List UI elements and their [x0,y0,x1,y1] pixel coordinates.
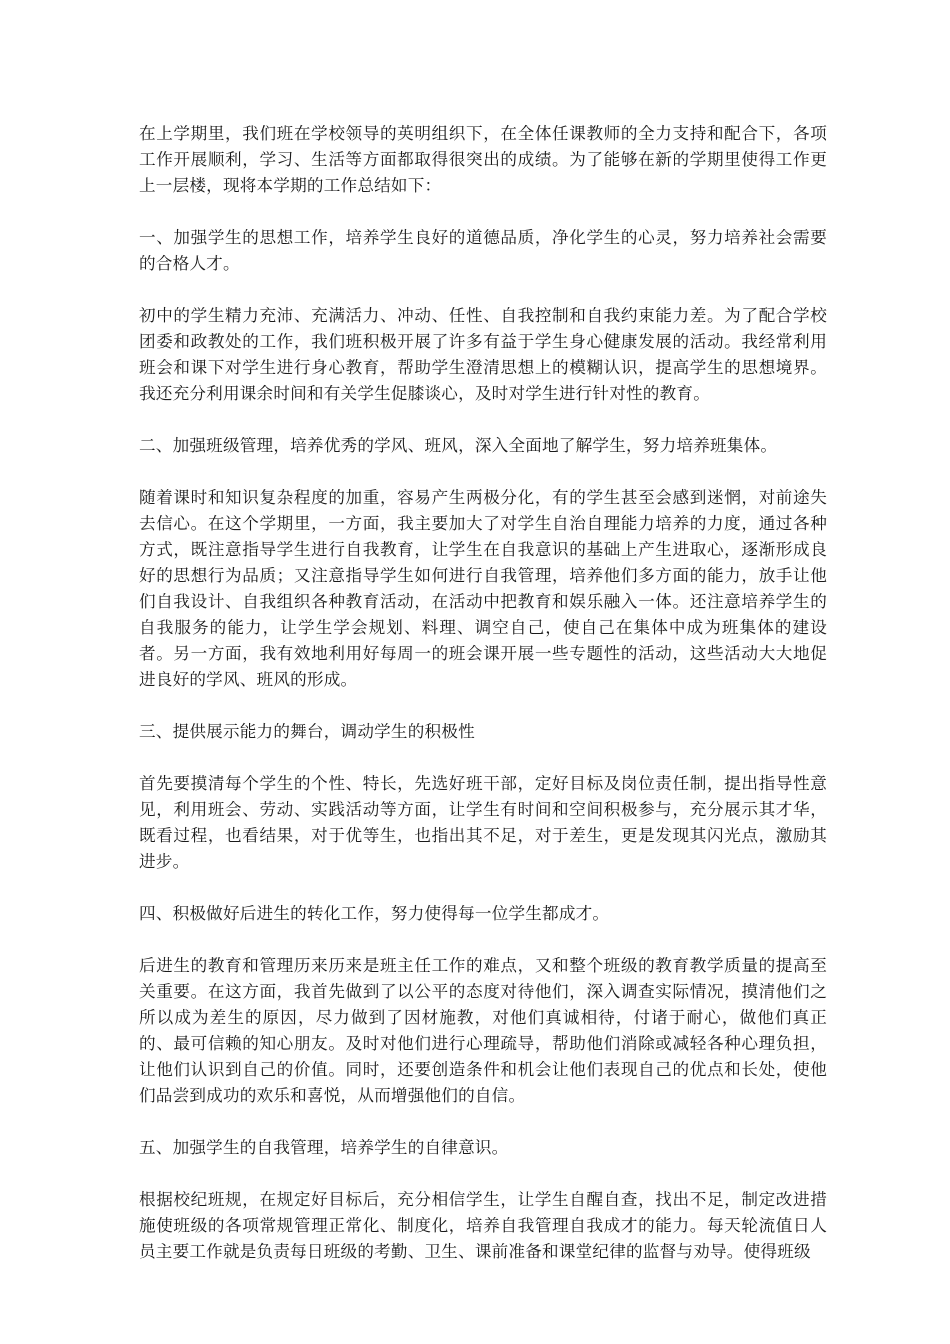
section-heading-3: 三、提供展示能力的舞台，调动学生的积极性 [139,722,475,741]
section-heading-2: 二、加强班级管理，培养优秀的学风、班风，深入全面地了解学生，努力培养班集体。 [139,436,778,455]
section-body-3: 首先要摸清每个学生的个性、特长，先选好班干部，定好目标及岗位责任制，提出指导性意见，利用班会、劳动、实践活动等方面，让学生有时间和空间积极参与，充分展示其才华，既看过程，也看结果，对于优等生，也指出其不足，对于差生，更是发现其闪光点，激励其进步。 [139,774,827,871]
document-page [139,121,827,1291]
section-heading-1: 一、加强学生的思想工作，培养学生良好的道德品质，净化学生的心灵，努力培养社会需要的合格人才。 [139,228,827,273]
section-heading-4: 四、积极做好后进生的转化工作，努力使得每一位学生都成才。 [139,904,610,923]
section-body-5: 根据校纪班规，在规定好目标后，充分相信学生，让学生自醒自查，找出不足，制定改进措施使班级的各项常规管理正常化、制度化，培养自我管理自我成才的能力。每天轮流值日人员主要工作就是负责每日班级的考勤、卫生、课前准备和课堂纪律的监督与劝导。使得班级 [139,1190,827,1261]
section-body-1: 初中的学生精力充沛、充满活力、冲动、任性、自我控制和自我约束能力差。为了配合学校团委和政教处的工作，我们班积极开展了许多有益于学生身心健康发展的活动。我经常利用班会和课下对学生进行身心教育，帮助学生澄清思想上的模糊认识，提高学生的思想境界。我还充分利用课余时间和有关学生促膝谈心，及时对学生进行针对性的教育。 [139,306,827,403]
intro-paragraph: 在上学期里，我们班在学校领导的英明组织下，在全体任课教师的全力支持和配合下，各项工作开展顺利，学习、生活等方面都取得很突出的成绩。为了能够在新的学期里使得工作更上一层楼，现将本学期的工作总结如下： [139,124,827,195]
section-body-4: 后进生的教育和管理历来历来是班主任工作的难点，又和整个班级的教育教学质量的提高至关重要。在这方面，我首先做到了以公平的态度对待他们，深入调查实际情况，摸清他们之所以成为差生的原因，尽力做到了因材施教，对他们真诚相待，付诸于耐心，做他们真正的、最可信赖的知心朋友。及时对他们进行心理疏导，帮助他们消除或减轻各种心理负担，让他们认识到自己的价值。同时，还要创造条件和机会让他们表现自己的优点和长处，使他们品尝到成功的欢乐和喜悦，从而增强他们的自信。 [139,956,827,1105]
section-heading-5: 五、加强学生的自我管理，培养学生的自律意识。 [139,1138,509,1157]
section-body-2: 随着课时和知识复杂程度的加重，容易产生两极分化，有的学生甚至会感到迷惘，对前途失去信心。在这个学期里，一方面，我主要加大了对学生自治自理能力培养的力度，通过各种方式，既注意指导学生进行自我教育，让学生在自我意识的基础上产生进取心，逐渐形成良好的思想行为品质；又注意指导学生如何进行自我管理，培养他们多方面的能力，放手让他们自我设计、自我组织各种教育活动，在活动中把教育和娱乐融入一体。还注意培养学生的自我服务的能力，让学生学会规划、料理、调空自己，使自己在集体中成为班集体的建设者。另一方面，我有效地利用好每周一的班会课开展一些专题性的活动，这些活动大大地促进良好的学风、班风的形成。 [139,488,827,689]
